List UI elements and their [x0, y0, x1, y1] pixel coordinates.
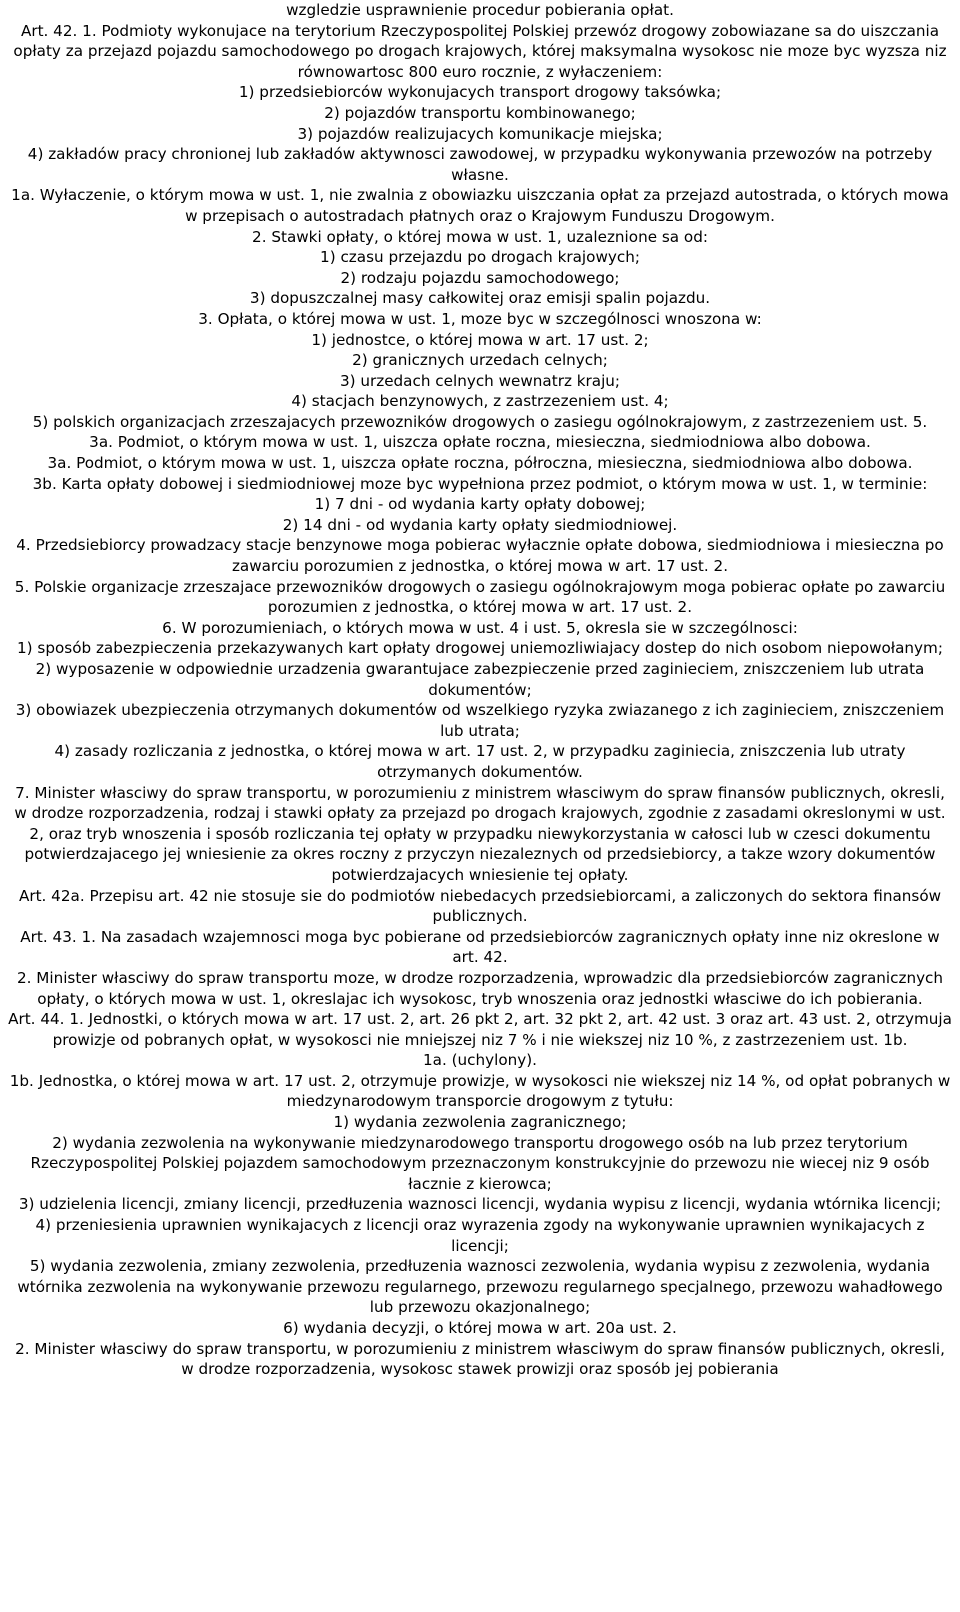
list-item: 4) zakładów pracy chronionej lub zakładów aktywnosci zawodowej, w przypadku wykonywania przewozów na potrzeby własne.: [27, 145, 933, 184]
list-item: 2) granicznych urzedach celnych;: [352, 351, 608, 370]
list-item: 2) 14 dni - od wydania karty opłaty siedmiodniowej.: [282, 515, 678, 534]
list-item: 2) rodzaju pojazdu samochodowego;: [340, 268, 620, 287]
article-44-paragraph-1b: 1b. Jednostka, o której mowa w art. 17 ust. 2, otrzymuje prowizje, w wysokosci nie wiekszej niz 14 %, od opłat pobranych w miedzynarodowym transporcie drogowym z tytułu:: [9, 1071, 951, 1111]
list-item: 1) czasu przejazdu po drogach krajowych;: [320, 248, 640, 267]
article-43-paragraph-2: 2. Minister własciwy do spraw transportu moze, w drodze rozporzadzenia, wprowadzic dla przedsiebiorców zagranicznych opłaty, o których mowa w ust. 1, okreslajac ich wysokosc, tryb wnoszenia oraz jednostki własciwe do ich pobierania.: [16, 968, 944, 1008]
paragraph-7: 7. Minister własciwy do spraw transportu, w porozumieniu z ministrem własciwym do spraw finansów publicznych, okresli, w drodze rozporzadzenia, rodzaj i stawki opłaty za przejazd po drogach krajowych, zgodnie z zasadami okreslonymi w ust. 2, oraz tryb wnoszenia i sposób rozliczania tej opłaty w przypadku niewykorzystania w całosci lub w czesci dokumentu potwierdzajacego jej wniesienie za okres roczny z przyczyn niezaleznych od przedsiebiorcy, a takze wzory dokumentów potwierdzajacych wniesienie tej opłaty.: [14, 783, 946, 884]
list-item: 2) wydania zezwolenia na wykonywanie miedzynarodowego transportu drogowego osób na lub przez terytorium Rzeczypospolitej Polskiej pojazdem samochodowym przeznaczonym konstrukcyjnie do przewozu nie wiecej niz 9 osób łacznie z kierowca;: [30, 1133, 930, 1193]
paragraph-3a: 3a. Podmiot, o którym mowa w ust. 1, uiszcza opłate roczna, miesieczna, siedmiodniowa albo dobowa.: [89, 433, 871, 452]
list-item: 4) zasady rozliczania z jednostka, o której mowa w art. 17 ust. 2, w przypadku zaginiecia, zniszczenia lub utraty otrzymanych dokumentów.: [54, 742, 906, 781]
list-item: 1) przedsiebiorców wykonujacych transport drogowy taksówka;: [238, 83, 722, 102]
list-item: 3) dopuszczalnej masy całkowitej oraz emisji spalin pojazdu.: [249, 289, 711, 308]
list-item: 5) wydania zezwolenia, zmiany zezwolenia, przedłuzenia waznosci zezwolenia, wydania wypisu z zezwolenia, wydania wtórnika zezwolenia na wykonywanie przewozu regularnego, przewozu regularnego specjalnego, przewozu wahadłowego lub przewozu okazjonalnego;: [17, 1257, 943, 1317]
list-item: 3) obowiazek ubezpieczenia otrzymanych dokumentów od wszelkiego ryzyka zwiazanego z ich zaginieciem, zniszczeniem lub utrata;: [15, 701, 945, 740]
paragraph-5: 5. Polskie organizacje zrzeszajace przewozników drogowych o zasiegu ogólnokrajowym moga pobierac opłate po zawarciu porozumien z jednostka, o której mowa w art. 17 ust. 2.: [14, 577, 946, 617]
paragraph-1a: 1a. Wyłaczenie, o którym mowa w ust. 1, nie zwalnia z obowiazku uiszczania opłat za przejazd autostrada, o których mowa w przepisach o autostradach płatnych oraz o Krajowym Funduszu Drogowym.: [11, 186, 949, 225]
list-item: 2) wyposazenie w odpowiednie urzadzenia gwarantujace zabezpieczenie przed zaginieciem, zniszczeniem lub utrata dokumentów;: [35, 660, 925, 699]
paragraph-4: 4. Przedsiebiorcy prowadzacy stacje benzynowe moga pobierac wyłacznie opłate dobowa, siedmiodniowa i miesieczna po zawarciu porozumien z jednostka, o której mowa w art. 17 ust. 2.: [16, 536, 944, 576]
paragraph-3a-alt: 3a. Podmiot, o którym mowa w ust. 1, uiszcza opłate roczna, półroczna, miesieczna, siedmiodniowa albo dobowa.: [47, 454, 913, 473]
list-item: 3) udzielenia licencji, zmiany licencji, przedłuzenia waznosci licencji, wydania wypisu z licencji, wydania wtórnika licencji;: [18, 1195, 942, 1214]
text-line: wzgledzie usprawnienie procedur pobierania opłat.: [286, 1, 674, 19]
article-44-paragraph-1: Art. 44. 1. Jednostki, o których mowa w art. 17 ust. 2, art. 26 pkt 2, art. 32 pkt 2, art. 42 ust. 3 oraz art. 43 ust. 2, otrzymuja prowizje od pobranych opłat, w wysokosci nie mniejszej niz 7 % i nie wiekszej niz 10 %, z zastrzezeniem ust. 1b.: [8, 1010, 952, 1049]
list-item: 5) polskich organizacjach zrzeszajacych przewozników drogowych o zasiegu ogólnokrajowym, z zastrzezeniem ust. 5.: [32, 412, 928, 431]
list-item: 2) pojazdów transportu kombinowanego;: [324, 103, 636, 122]
list-item: 4) przeniesienia uprawnien wynikajacych z licencji oraz wyrazenia zgody na wykonywanie uprawnien wynikajacych z licencji;: [35, 1216, 925, 1255]
paragraph-3b: 3b. Karta opłaty dobowej i siedmiodniowej moze byc wypełniona przez podmiot, o którym mowa w ust. 1, w terminie:: [32, 474, 928, 493]
article-43-paragraph-1: Art. 43. 1. Na zasadach wzajemnosci moga byc pobierane od przedsiebiorców zagranicznych opłaty inne niz okreslone w art. 42.: [20, 927, 940, 967]
paragraph-2: 2. Stawki opłaty, o której mowa w ust. 1, uzaleznione sa od:: [252, 227, 708, 246]
paragraph-3: 3. Opłata, o której mowa w ust. 1, moze byc w szczególnosci wnoszona w:: [198, 309, 762, 328]
list-item: 1) wydania zezwolenia zagranicznego;: [333, 1113, 627, 1132]
article-42a: Art. 42a. Przepisu art. 42 nie stosuje sie do podmiotów niebedacych przedsiebiorcami, a zaliczonych do sektora finansów publicznych.: [18, 886, 942, 926]
list-item: 3) urzedach celnych wewnatrz kraju;: [339, 371, 621, 390]
list-item: 6) wydania decyzji, o której mowa w art. 20a ust. 2.: [283, 1319, 677, 1337]
paragraph-6: 6. W porozumieniach, o których mowa w ust. 4 i ust. 5, okresla sie w szczególnosci:: [162, 618, 798, 637]
article-44-paragraph-1a: 1a. (uchylony).: [422, 1051, 538, 1070]
list-item: 3) pojazdów realizujacych komunikacje miejska;: [297, 124, 663, 143]
article-42-paragraph-1: Art. 42. 1. Podmioty wykonujace na terytorium Rzeczypospolitej Polskiej przewóz drogowy zobowiazane sa do uiszczania opłaty za przejazd pojazdu samochodowego po drogach krajowych, której maksymalna wysokosc nie moze byc wyzsza niz równowartosc 800 euro rocznie, z wyłaczeniem:: [13, 21, 947, 81]
list-item: 4) stacjach benzynowych, z zastrzezeniem ust. 4;: [291, 392, 669, 411]
article-44-paragraph-2: 2. Minister własciwy do spraw transportu, w porozumieniu z ministrem własciwym do spraw finansów publicznych, okresli, w drodze rozporzadzenia, wysokosc stawek prowizji oraz sposób jej pobierania: [15, 1339, 945, 1379]
list-item: 1) 7 dni - od wydania karty opłaty dobowej;: [314, 495, 646, 514]
list-item: 1) sposób zabezpieczenia przekazywanych kart opłaty drogowej uniemozliwiajacy dostep do nich osobom niepowołanym;: [17, 639, 943, 658]
list-item: 1) jednostce, o której mowa w art. 17 ust. 2;: [311, 330, 649, 349]
